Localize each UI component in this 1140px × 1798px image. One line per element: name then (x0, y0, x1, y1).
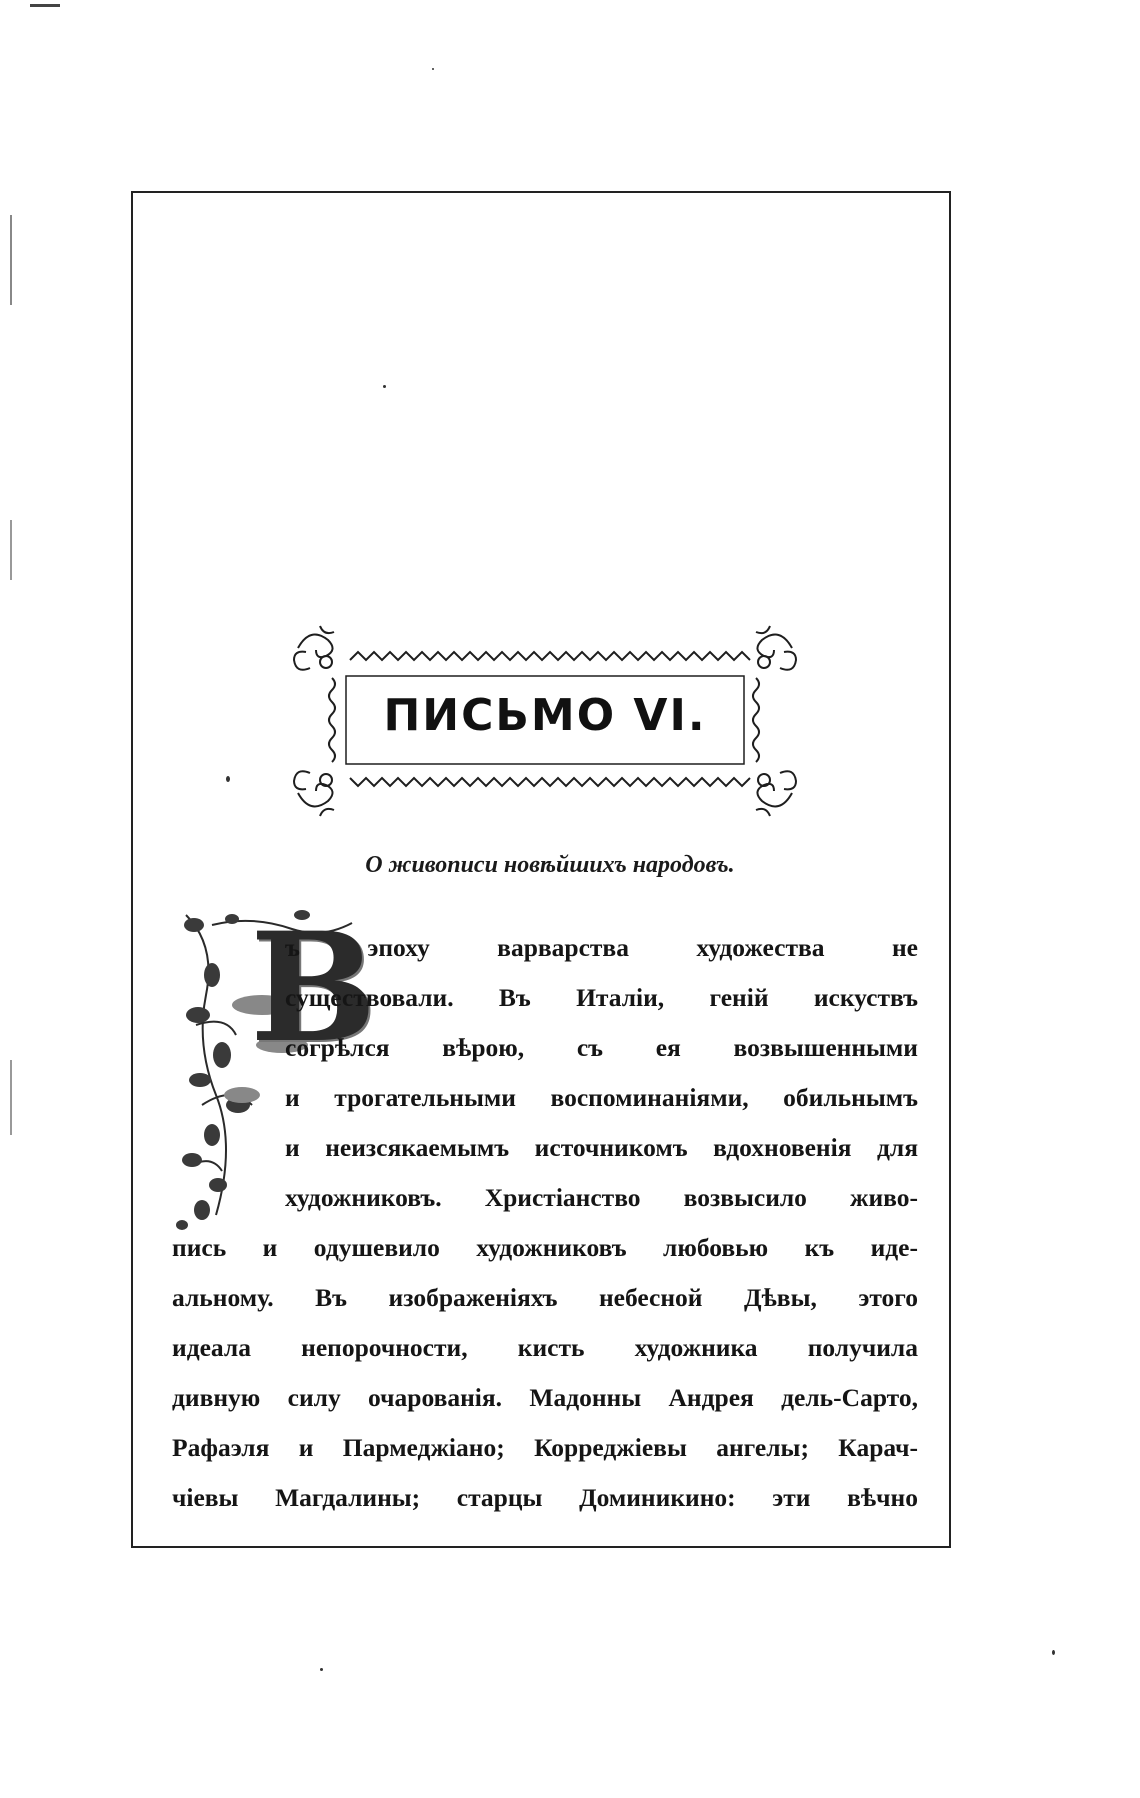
text-line: художниковъ. Христіанство возвысило живо- (285, 1183, 918, 1212)
text-line: идеала непорочности, кисть художника получила (172, 1333, 918, 1362)
chapter-heading-frame (290, 618, 800, 823)
scan-edge-mark-left-2 (10, 520, 12, 580)
text-line: Рафаэля и Пармеджіано; Корреджіевы ангелы; Карач- (172, 1433, 918, 1462)
text-line: альному. Въ изображеніяхъ небесной Дѣвы, этого (172, 1283, 918, 1312)
drop-cap-letter: В (250, 900, 377, 1076)
scan-edge-mark-left-3 (10, 1060, 12, 1135)
text-line: ъ эпоху варварства художества не (285, 933, 918, 962)
scan-speck (320, 1668, 323, 1671)
chapter-title: ПИСЬМО VI. (383, 690, 707, 741)
chapter-subtitle: О живописи новѣйшихъ народовъ. (365, 852, 735, 878)
scan-speck (1052, 1650, 1055, 1655)
text-line: существовали. Въ Италіи, геній искуствъ (285, 983, 918, 1012)
text-line: и трогательными воспоминаніями, обильнымъ (285, 1083, 918, 1112)
scan-edge-mark-left-1 (10, 215, 12, 305)
scan-speck (432, 68, 434, 70)
text-line: чіевы Магдалины; старцы Доминикино: эти вѣчно (172, 1483, 918, 1512)
scan-edge-mark-top (30, 4, 60, 7)
text-line: и неизсякаемымъ источникомъ вдохновенія для (285, 1133, 918, 1162)
text-line: дивную силу очарованія. Мадонны Андрея дель-Сарто, (172, 1383, 918, 1412)
text-line: пись и одушевило художниковъ любовью къ иде- (172, 1233, 918, 1262)
text-line: согрѣлся вѣрою, съ ея возвышенными (285, 1033, 918, 1062)
